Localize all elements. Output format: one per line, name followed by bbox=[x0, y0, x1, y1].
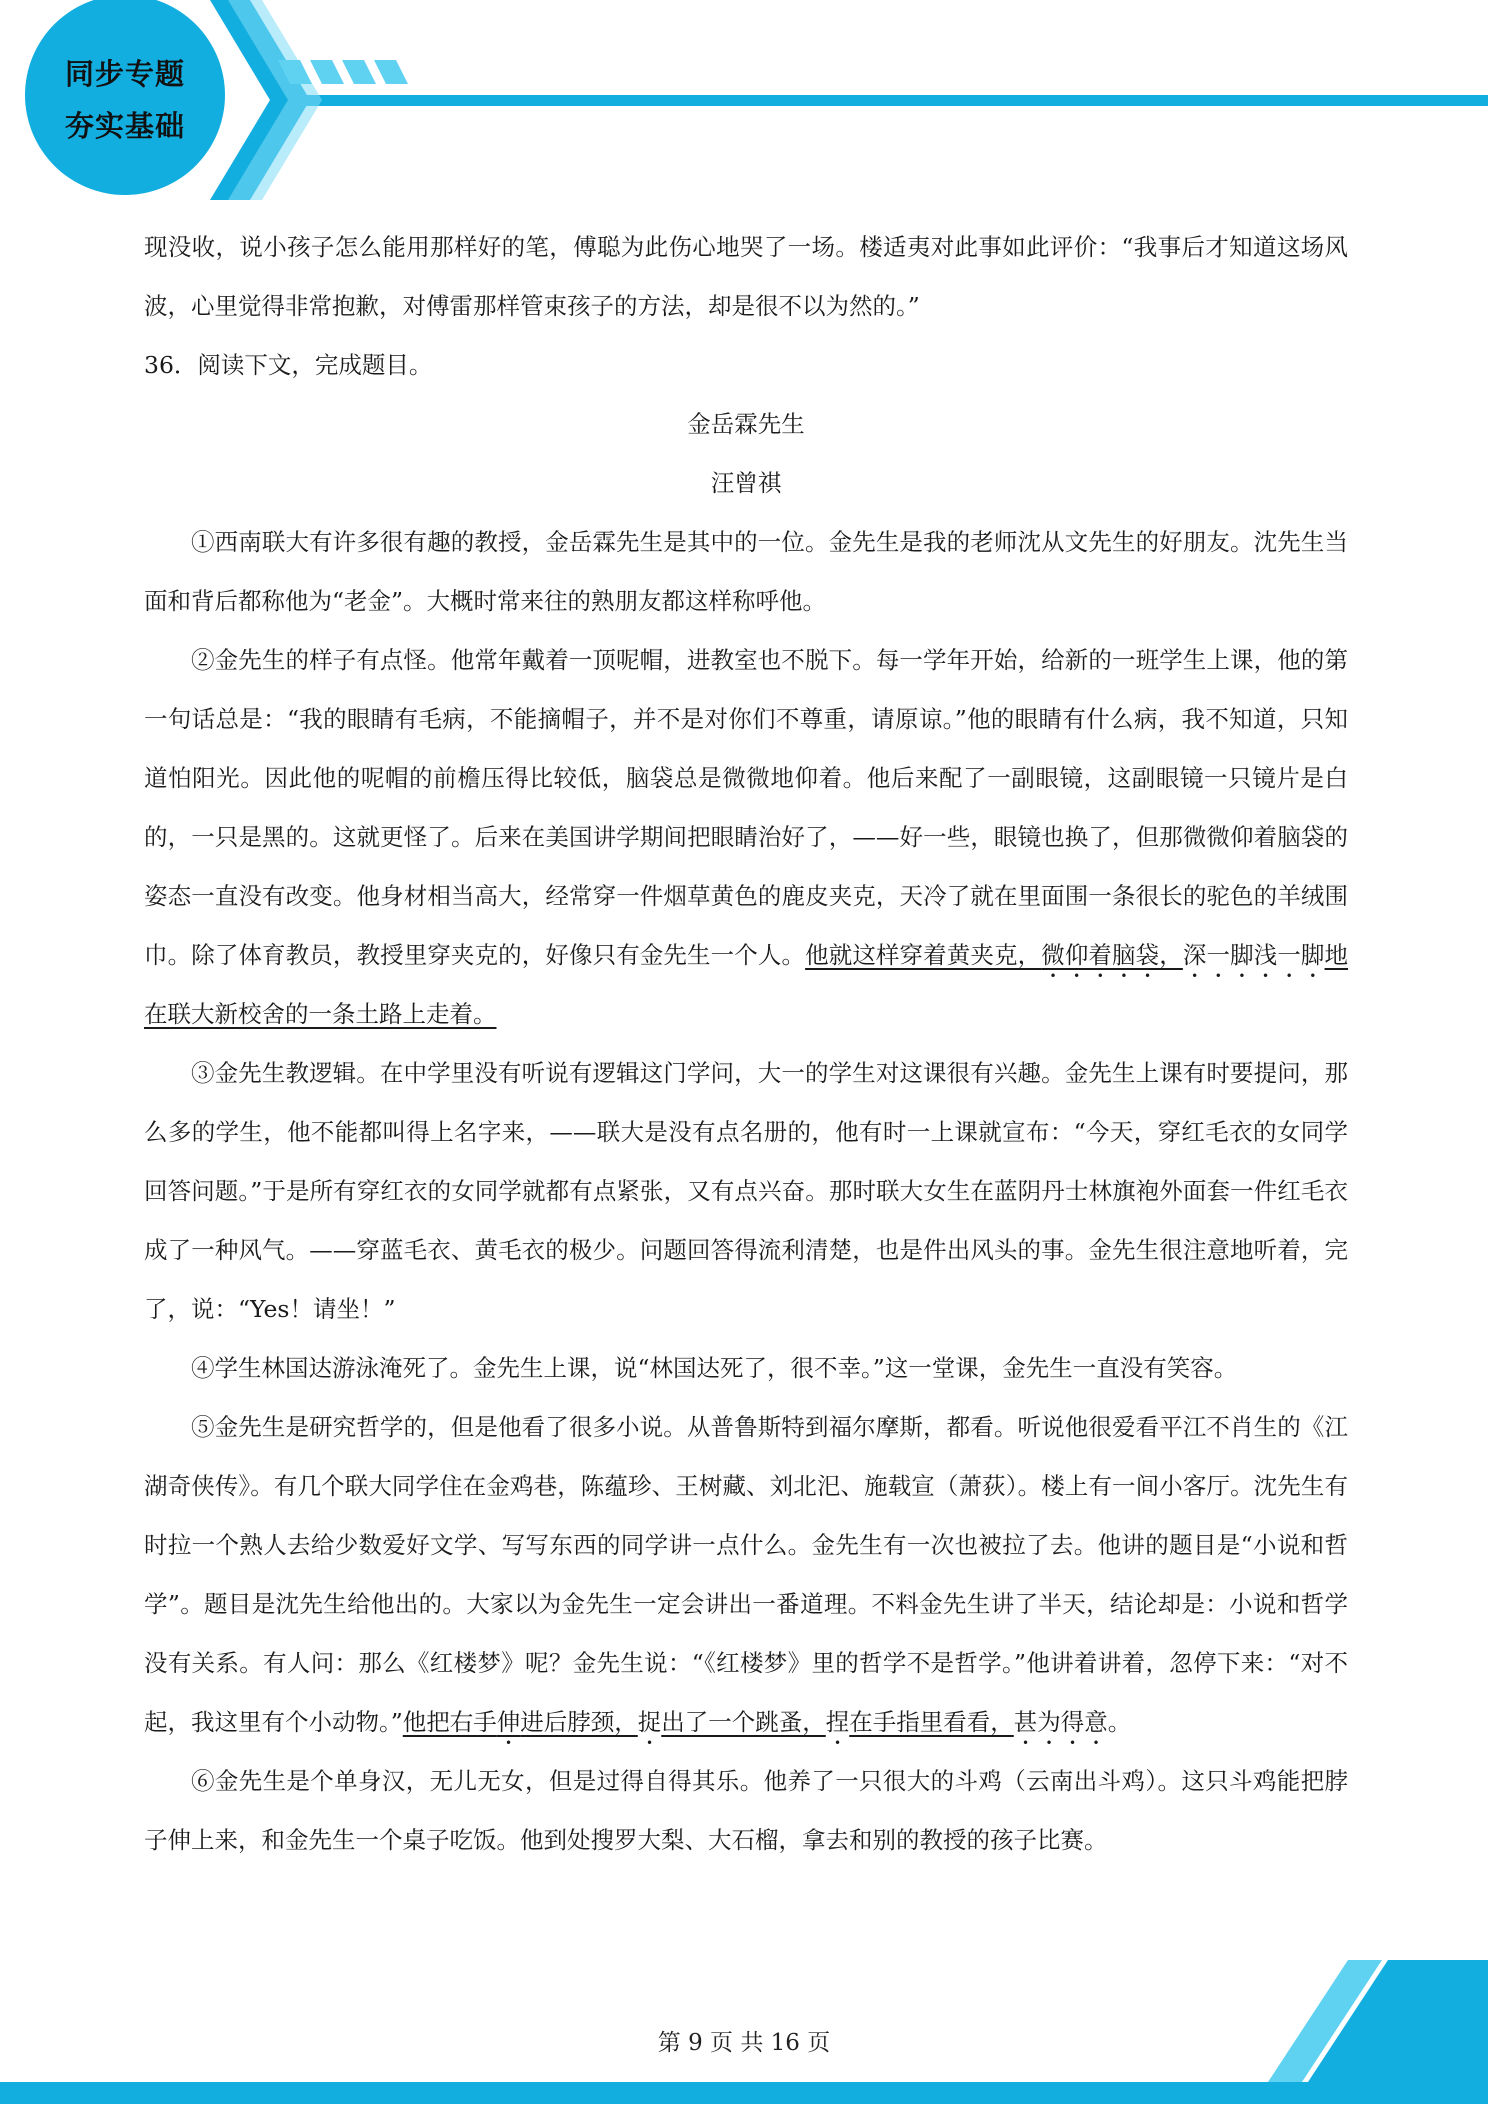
underlined-phrase-8: 在手指里看看， bbox=[849, 1708, 1014, 1736]
dotted-verb-zhuo: 捉 bbox=[637, 1708, 662, 1736]
article-author: 汪曾祺 bbox=[710, 469, 782, 497]
underlined-phrase-7: 出了一个跳蚤， bbox=[661, 1708, 826, 1736]
dotted-verb-shen: 伸 bbox=[496, 1708, 521, 1736]
header-decoration bbox=[0, 0, 1488, 200]
badge-line-1: 同步专题 bbox=[64, 57, 185, 91]
paragraph-4: ④学生林国达游泳淹死了。金先生上课，说“林国达死了，很不幸。”这一堂课，金先生一直没有笑容。 bbox=[191, 1354, 1238, 1382]
paragraph-5-text: ⑤金先生是研究哲学的，但是他看了很多小说。从普鲁斯特到福尔摩斯，都看。听说他很爱看平江不肖生的《江湖奇侠传》。有几个联大同学住在金鸡巷，陈蕴珍、王树藏、刘北汜、施载宣（萧荻）。楼上有一间小客厅。沈先生有时拉一个熟人去给少数爱好文学、写写东西的同学讲一点什么。金先生有一次也被拉了去。他讲的题目是“小说和哲学”。题目是沈先生给他出的。大家以为金先生一定会讲出一番道理。不料金先生讲了半天，结论却是：小说和哲学没有关系。有人问：那么《红楼梦》呢？金先生说：“《红楼梦》里的哲学不是哲学。”他讲着讲着，忽停下来：“对不起，我这里有个小动物。” bbox=[144, 1413, 1348, 1736]
paragraph-6: ⑥金先生是个单身汉，无儿无女，但是过得自得其乐。他养了一只很大的斗鸡（云南出斗鸡）。这只斗鸡能把脖子伸上来，和金先生一个桌子吃饭。他到处搜罗大梨、大石榴，拿去和别的教授的孩子比赛。 bbox=[144, 1767, 1348, 1854]
underlined-phrase-5: 他把右手 bbox=[402, 1708, 497, 1736]
paragraph-5 bbox=[144, 1398, 1348, 1752]
paragraph-1: ①西南联大有许多很有趣的教授，金岳霖先生是其中的一位。金先生是我的老师沈从文先生的好朋友。沈先生当面和背后都称他为“老金”。大概时常来往的熟朋友都这样称呼他。 bbox=[144, 528, 1348, 615]
underlined-phrase-1: 他就这样穿着黄夹克， bbox=[805, 941, 1042, 969]
document-body bbox=[144, 218, 1348, 1870]
article-title: 金岳霖先生 bbox=[687, 410, 805, 438]
underlined-phrase-4: 地在联大新校舍的一条土路上走着。 bbox=[144, 941, 1349, 1028]
paragraph-3: ③金先生教逻辑。在中学里没有听说有逻辑这门学问，大一的学生对这课很有兴趣。金先生上课有时要提问，那么多的学生，他不能都叫得上名字来，——联大是没有点名册的，他有时一上课就宣布：“今天，穿红毛衣的女同学回答问题。”于是所有穿红衣的女同学就都有点紧张，又有点兴奋。那时联大女生在蓝阴丹士林旗袍外面套一件红毛衣成了一种风气。——穿蓝毛衣、黄毛衣的极少。问题回答得流利清楚，也是件出风头的事。金先生很注意地听着，完了，说：“Yes！请坐！” bbox=[144, 1059, 1348, 1323]
paragraph-previous: 现没收，说小孩子怎么能用那样好的笔，傅聪为此伤心地哭了一场。楼适夷对此事如此评价：“我事后才知道这场风波，心里觉得非常抱歉，对傅雷那样管束孩子的方法，却是很不以为然的。” bbox=[144, 233, 1348, 320]
question-number: 36．阅读下文，完成题目。 bbox=[144, 351, 433, 379]
underlined-phrase-6: 进后脖颈， bbox=[520, 1708, 638, 1736]
dotted-phrase-tail: 甚为得意。 bbox=[1013, 1708, 1132, 1736]
paragraph-2 bbox=[144, 631, 1348, 1044]
badge-line-2: 夯实基础 bbox=[64, 109, 185, 143]
dotted-verb-nie: 捏 bbox=[825, 1708, 850, 1736]
dotted-phrase-3: 深一脚浅一脚 bbox=[1182, 941, 1325, 969]
page-header bbox=[0, 0, 1488, 200]
underlined-phrase-2: 微仰着脑袋， bbox=[1041, 941, 1183, 969]
page-number: 第 9 页 共 16 页 bbox=[657, 2030, 831, 2056]
paragraph-2-text: ②金先生的样子有点怪。他常年戴着一顶呢帽，进教室也不脱下。每一学年开始，给新的一班学生上课，他的第一句话总是：“我的眼睛有毛病，不能摘帽子，并不是对你们不尊重，请原谅。”他的眼睛有什么病，我不知道，只知道怕阳光。因此他的呢帽的前檐压得比较低，脑袋总是微微地仰着。他后来配了一副眼镜，这副眼镜一只镜片是白的，一只是黑的。这就更怪了。后来在美国讲学期间把眼睛治好了，——好一些，眼镜也换了，但那微微仰着脑袋的姿态一直没有改变。他身材相当高大，经常穿一件烟草黄色的鹿皮夹克，天冷了就在里面围一条很长的驼色的羊绒围巾。除了体育教员，教授里穿夹克的，好像只有金先生一个人。 bbox=[144, 646, 1348, 969]
